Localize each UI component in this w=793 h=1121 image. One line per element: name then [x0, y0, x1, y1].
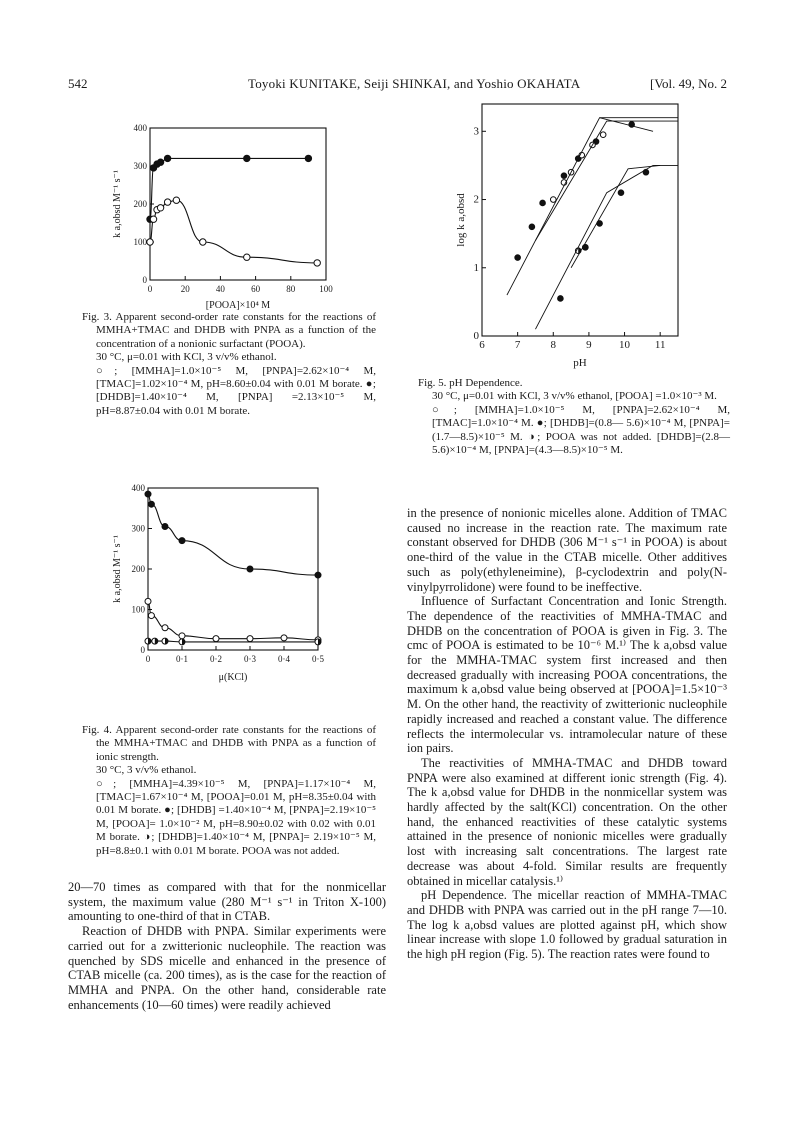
x-tick-label: 11: [654, 339, 666, 351]
x-tick-label: 0·2: [210, 654, 222, 664]
data-point-open: [162, 625, 168, 631]
x-tick-label: 0·1: [176, 654, 188, 664]
theory-line: [600, 118, 653, 132]
data-point-open: [213, 636, 219, 642]
y-tick-label: 400: [131, 483, 145, 493]
data-point-filled: [515, 255, 521, 261]
figure-3-caption: [82, 311, 376, 418]
plot-frame: [482, 104, 678, 336]
x-tick-label: 7: [514, 339, 521, 351]
data-point-filled: [179, 538, 185, 544]
theory-line: [535, 121, 678, 240]
y-tick-label: 100: [133, 237, 147, 247]
y-tick-label: 400: [133, 123, 147, 133]
x-tick-label: 9: [586, 339, 592, 351]
left-column-text: [68, 880, 386, 1012]
x-axis-label: μ(KCl): [218, 672, 248, 683]
data-point-open: [179, 633, 185, 639]
figure-5-caption: [418, 377, 730, 457]
y-tick-label: 0: [473, 330, 479, 342]
series-line: [150, 200, 317, 263]
data-point-filled: [247, 566, 253, 572]
y-tick-label: 0: [140, 645, 145, 655]
data-point-open: [314, 260, 320, 266]
data-point-open: [148, 613, 154, 619]
data-point-filled: [244, 155, 250, 161]
paragraph-surfactant-section: Influence of Surfactant Concentration and Ionic Strength. The dependence of the reactivities of MMHA-TMAC and DHDB on the concentration of POOA is given in Fig. 3. The cmc of POOA is estimated to be 10⁻⁶ M.¹⁾ The k a,obsd value for the MMHA-TMAC system first increased and then decreased gradually with increasing POOA concentrations, the maximum k a,obsd value being observed at [POOA]=1.5×10⁻³ M. On the other hand, the reactivity of zwitterionic nucleophile rapidly increased and reached a constant value. The difference reflects the intermolecular vs. intramolecular nature of these ion pairs.: [407, 594, 727, 756]
data-point-open: [281, 635, 287, 641]
figure-3-chart: [108, 112, 338, 314]
x-tick-label: 8: [550, 339, 557, 351]
data-point-filled: [162, 523, 168, 529]
data-point-filled: [561, 173, 567, 179]
figure-4-caption-legend: ○; [MMHA]=4.39×10⁻⁵ M, [PNPA]=1.17×10⁻⁴ M, [TMAC]=1.67×10⁻⁴ M, [POOA]=0.01 M, pH=8.35±0.04 with 0.01 M borate. ●; [DHDB] =1.40×10⁻⁴ M, [PNPA]=2.19×10⁻⁵ M, [POOA]= 1.0×10⁻² M, pH=8.90±0.02 with 0.02 with 0.01 M borate. ◑; [DHDB]=1.40×10⁻⁴ M, [PNPA]= 2.19×10⁻⁵ M, pH=8.8±0.1 with 0.01 M borate. POOA was not added.: [96, 777, 376, 857]
x-tick-label: 20: [180, 284, 190, 294]
page-number: 542: [68, 76, 88, 91]
x-tick-label: 0·5: [312, 654, 324, 664]
data-point-open: [600, 132, 606, 138]
x-tick-label: 40: [215, 284, 225, 294]
y-tick-label: 200: [133, 199, 147, 209]
figure-3-caption-legend: ○; [MMHA]=1.0×10⁻⁵ M, [PNPA]=2.62×10⁻⁴ M, [TMAC]=1.02×10⁻⁴ M, pH=8.60±0.04 with 0.01 M borate. ●; [DHDB]=1.40×10⁻⁴ M, [PNPA] =2.13×10⁻⁵ M, pH=8.87±0.04 with 0.01 M borate.: [96, 364, 376, 417]
data-point-filled: [305, 155, 311, 161]
y-axis-label: k a,obsd M⁻¹ s⁻¹: [112, 170, 123, 238]
series-line: [150, 158, 308, 219]
y-tick-label: 3: [473, 125, 479, 138]
paragraph: 20—70 times as compared with that for the nonmicellar system, the maximum value (280 M⁻¹ s⁻¹ in Triton X-100) amounting to one-third of that in CTAB.: [68, 880, 386, 924]
x-tick-label: 10: [619, 339, 631, 351]
data-point-open: [244, 254, 250, 260]
running-header-authors: Toyoki KUNITAKE, Seiji SHINKAI, and Yoshio OKAHATA: [248, 76, 581, 91]
x-axis-label: pH: [573, 357, 587, 369]
figure-5-caption-legend: ○; [MMHA]=1.0×10⁻⁵ M, [PNPA]=2.62×10⁻⁴ M, [TMAC]=1.0×10⁻⁴ M. ●; [DHDB]=(0.8— 5.6)×10⁻⁴ M, [PNPA]=(1.7—8.5)×10⁻⁵ M. ◑; POOA was not added. [DHDB]=(2.8—5.6)×10⁻⁴ M, [PNPA]=(4.3—8.5)×10⁻⁵ M.: [432, 403, 730, 457]
figure-3-caption-title: Fig. 3. Apparent second-order rate constants for the reactions of MMHA+TMAC and DHDB with PNPA as a function of the concentration of a nonionic surfactant (POOA).: [82, 311, 376, 350]
plot-frame: [150, 128, 326, 280]
right-column-text: [407, 506, 727, 962]
series-line: [148, 601, 318, 639]
x-tick-label: 80: [286, 284, 296, 294]
volume-label: [Vol. 49, No. 2: [650, 76, 728, 91]
paragraph: in the presence of nonionic micelles alone. Addition of TMAC caused no increase in the reaction rate. The maximum rate constant observed for DHDB (306 M⁻¹ s⁻¹ in POOA) is about one-third of the value in the CTAB micelle. Other additives such as poly(ethyleneimine), β-cyclodextrin and poly(N-vinylpyrrolidone) were found to be ineffective.: [407, 506, 727, 594]
y-tick-label: 300: [131, 523, 145, 534]
paragraph-ionic-strength: The reactivities of MMHA-TMAC and DHDB toward PNPA were also examined at different ionic strength (Fig. 4). The k a,obsd value for DHDB in the nonmicellar system was hardly affected by the salt(KCl) concentration. On the other hand, the enhanced reactivities of these catalytic systems attained in the presence of nonionic micelles were gradually lost with increasing salt concentrations. The largest rate decrease was about 4-fold. Similar results are frequently obtained in micellar catalysis.¹⁾: [407, 755, 727, 888]
y-tick-label: 1: [473, 261, 479, 274]
y-tick-label: 200: [131, 564, 145, 574]
data-point-open: [145, 598, 151, 604]
figure-3-caption-conditions: 30 °C, μ=0.01 with KCl, 3 v/v% ethanol.: [96, 351, 277, 364]
data-point-open: [147, 239, 153, 245]
x-tick-label: 0: [147, 284, 153, 294]
y-tick-label: 0: [142, 275, 147, 285]
paragraph-ph-dependence: pH Dependence. The micellar reaction of MMHA-TMAC and DHDB with PNPA was carried out in the pH range 7—10. The log k a,obsd values are plotted against pH, which show linear increase with slope 1.0 followed by gradual saturation in the high pH region (Fig. 5). The reaction rates were found to: [407, 888, 727, 962]
series-line: [148, 641, 318, 642]
y-axis-label: log k a,obsd: [455, 193, 467, 247]
data-point-open: [200, 239, 206, 245]
data-point-filled: [558, 296, 564, 302]
plot-frame: [148, 488, 318, 650]
data-point-filled: [157, 159, 163, 165]
x-axis-label: [POOA]×10⁴ M: [205, 300, 271, 311]
y-tick-label: 300: [133, 161, 147, 171]
figure-5-chart: [452, 100, 692, 375]
theory-line: [535, 165, 678, 329]
data-point-open: [173, 197, 179, 203]
x-tick-label: 100: [319, 284, 333, 294]
y-tick-label: 2: [473, 193, 479, 206]
figure-4-caption-conditions: 30 °C, 3 v/v% ethanol.: [96, 764, 197, 777]
data-point-filled: [148, 501, 154, 507]
data-point-filled: [164, 155, 170, 161]
series-line: [148, 494, 318, 575]
figure-5-caption-conditions: 30 °C, μ=0.01 with KCl, 3 v/v% ethanol, [POOA] =1.0×10⁻³ M.: [432, 390, 717, 403]
data-point-filled: [618, 190, 624, 196]
theory-line: [571, 165, 660, 267]
figure-4-caption: [82, 724, 376, 858]
x-tick-label: 0: [145, 654, 151, 664]
data-point-filled: [529, 224, 535, 230]
x-tick-label: 60: [251, 284, 261, 294]
data-point-filled: [315, 572, 321, 578]
x-tick-label: 0·3: [244, 654, 256, 664]
figure-4-caption-title: Fig. 4. Apparent second-order rate constants for the reactions of the MMHA+TMAC and DHDB with PNPA as a function of ionic strength.: [82, 724, 376, 763]
data-point-open: [150, 216, 156, 222]
paragraph-dhdb-section: Reaction of DHDB with PNPA. Similar experiments were carried out for a zwitterionic nucleophile. The reaction was quenched by SDS micelle and enhanced in the presence of CTAB micelle (ca. 200 times), as is the case for the reaction of MMHA and PNPA. On the other hand, considerable rate enhancements (10—60 times) were readily achieved: [68, 924, 386, 1012]
data-point-open: [247, 636, 253, 642]
data-point-open: [550, 197, 556, 203]
x-tick-label: 0·4: [278, 654, 290, 664]
figure-4-chart: [108, 478, 338, 718]
figure-5-caption-title: Fig. 5. pH Dependence.: [418, 377, 523, 389]
data-point-filled: [540, 200, 546, 206]
y-axis-label: k a,obsd M⁻¹ s⁻¹: [112, 535, 123, 603]
x-tick-label: 6: [479, 339, 485, 351]
data-point-open: [164, 199, 170, 205]
y-tick-label: 100: [131, 604, 145, 615]
data-point-filled: [145, 491, 151, 497]
data-point-open: [157, 205, 163, 211]
